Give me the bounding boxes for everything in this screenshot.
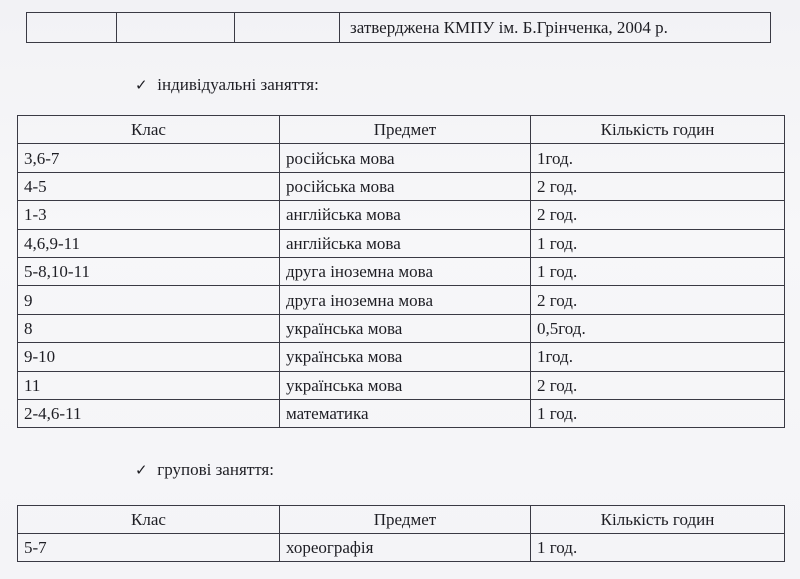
- subject-cell: друга іноземна мова: [280, 286, 531, 314]
- hours-cell: 1год.: [531, 343, 785, 371]
- column-header-hours: Кількість годин: [531, 116, 785, 144]
- top-partial-table: [26, 12, 771, 43]
- hours-cell: 2 год.: [531, 201, 785, 229]
- table-row: [18, 314, 785, 342]
- class-cell: 8: [18, 314, 280, 342]
- class-cell: 2-4,6-11: [18, 399, 280, 427]
- table-cell: [27, 13, 117, 43]
- approval-note: затверджена КМПУ ім. Б.Грінченка, 2004 р.: [340, 13, 771, 43]
- class-cell: 5-7: [18, 534, 280, 562]
- table-header-row: [18, 506, 785, 534]
- class-cell: 9: [18, 286, 280, 314]
- subject-cell: друга іноземна мова: [280, 257, 531, 285]
- table-row: [18, 371, 785, 399]
- subject-cell: англійська мова: [280, 229, 531, 257]
- class-cell: 1-3: [18, 201, 280, 229]
- subject-cell: українська мова: [280, 371, 531, 399]
- subject-cell: російська мова: [280, 144, 531, 172]
- class-cell: 9-10: [18, 343, 280, 371]
- table-cell: [117, 13, 235, 43]
- individual-lessons-table: [17, 115, 785, 428]
- subject-cell: українська мова: [280, 314, 531, 342]
- heading-text: групові заняття:: [157, 460, 274, 479]
- class-cell: 11: [18, 371, 280, 399]
- table-row: [18, 257, 785, 285]
- individual-lessons-heading: [135, 75, 319, 95]
- group-lessons-heading: [135, 460, 274, 480]
- hours-cell: 0,5год.: [531, 314, 785, 342]
- hours-cell: 2 год.: [531, 286, 785, 314]
- group-lessons-table: [17, 505, 785, 562]
- hours-cell: 2 год.: [531, 371, 785, 399]
- subject-cell: англійська мова: [280, 201, 531, 229]
- check-mark-icon: ✓: [135, 461, 148, 479]
- class-cell: 4,6,9-11: [18, 229, 280, 257]
- hours-cell: 2 год.: [531, 172, 785, 200]
- table-cell: [235, 13, 340, 43]
- check-mark-icon: ✓: [135, 76, 148, 94]
- hours-cell: 1 год.: [531, 534, 785, 562]
- subject-cell: математика: [280, 399, 531, 427]
- column-header-class: Клас: [18, 116, 280, 144]
- column-header-class: Клас: [18, 506, 280, 534]
- hours-cell: 1 год.: [531, 257, 785, 285]
- table-row: [27, 13, 771, 43]
- class-cell: 3,6-7: [18, 144, 280, 172]
- column-header-subject: Предмет: [280, 116, 531, 144]
- class-cell: 5-8,10-11: [18, 257, 280, 285]
- table-row: [18, 534, 785, 562]
- hours-cell: 1год.: [531, 144, 785, 172]
- subject-cell: українська мова: [280, 343, 531, 371]
- table-row: [18, 399, 785, 427]
- table-row: [18, 144, 785, 172]
- hours-cell: 1 год.: [531, 229, 785, 257]
- column-header-hours: Кількість годин: [531, 506, 785, 534]
- hours-cell: 1 год.: [531, 399, 785, 427]
- table-header-row: [18, 116, 785, 144]
- subject-cell: російська мова: [280, 172, 531, 200]
- heading-text: індивідуальні заняття:: [157, 75, 319, 94]
- table-row: [18, 343, 785, 371]
- subject-cell: хореографія: [280, 534, 531, 562]
- table-row: [18, 229, 785, 257]
- column-header-subject: Предмет: [280, 506, 531, 534]
- table-row: [18, 172, 785, 200]
- table-row: [18, 201, 785, 229]
- class-cell: 4-5: [18, 172, 280, 200]
- table-row: [18, 286, 785, 314]
